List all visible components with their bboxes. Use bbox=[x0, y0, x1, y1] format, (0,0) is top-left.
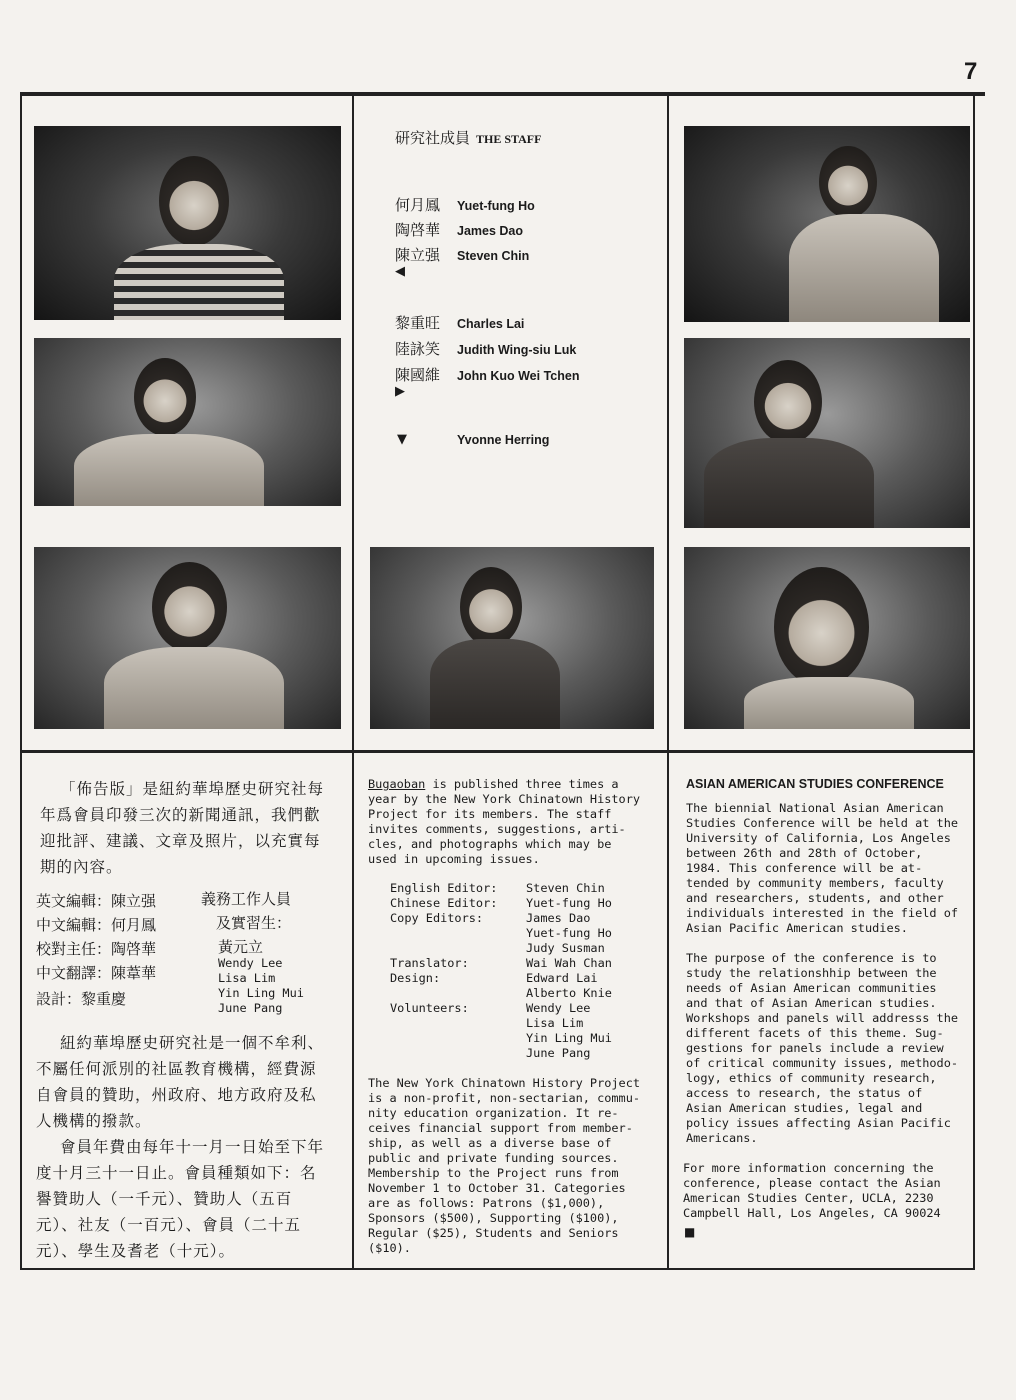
membership-paragraph-zh: 會員年費由每年十一月一日始至下年度十月三十一日止。會員種類如下：名譽贊助人（一千元）、贊助人（五百元）、社友（一百元）、會員（二十五元）、學生及耆老（十元）。 bbox=[36, 1138, 325, 1260]
text-line: is a non-profit, non-sectarian, commu- bbox=[368, 1091, 641, 1105]
text-line: tended by community members, faculty bbox=[686, 876, 944, 890]
intro-paragraph-zh: 「佈告版」是紐約華埠歷史研究社每年爲會員印發三次的新聞通訊，我們歡迎批評、建議、文章及照片，以充實每期的內容。 bbox=[40, 780, 325, 876]
credit-line: 英文編輯：陳立强 bbox=[36, 892, 157, 910]
staff-name-en: Yvonne Herring bbox=[457, 433, 550, 447]
text-line: conference, please contact the Asian bbox=[683, 1176, 941, 1190]
right-border bbox=[973, 94, 975, 1269]
text-line: Membership to the Project runs from bbox=[368, 1166, 619, 1180]
credit-line: 設計：黎重慶 bbox=[36, 990, 127, 1008]
text-line: year by the New York Chinatown History bbox=[368, 792, 641, 806]
volunteer-name-zh: 黃元立 bbox=[218, 938, 264, 956]
column-divider-1 bbox=[352, 94, 354, 1269]
text-line: Americans. bbox=[686, 1131, 758, 1145]
staff-photo-1 bbox=[34, 126, 341, 320]
text-line: gestions for panels include a review bbox=[686, 1041, 944, 1055]
text-line: Sponsors ($500), Supporting ($100), bbox=[368, 1211, 619, 1225]
staff-photo-4 bbox=[370, 547, 654, 729]
staff-name-zh: 陳立强 bbox=[395, 246, 441, 264]
text-line: Project for its members. The staff bbox=[368, 807, 612, 821]
text-line: used in upcoming issues. bbox=[368, 852, 540, 866]
role-name: Lisa Lim bbox=[526, 1016, 584, 1030]
role-name: Wendy Lee bbox=[526, 1001, 591, 1015]
staff-row bbox=[457, 430, 549, 448]
staff-name-en: Charles Lai bbox=[457, 317, 525, 331]
role-label: Translator: bbox=[390, 956, 469, 970]
left-border bbox=[20, 94, 22, 1269]
top-rule bbox=[20, 92, 985, 96]
text-line: different facets of this theme. Sug- bbox=[686, 1026, 944, 1040]
text-line: Asian American studies, legal and bbox=[686, 1101, 923, 1115]
role-label: Design: bbox=[390, 971, 441, 985]
staff-name-en: Steven Chin bbox=[457, 249, 530, 263]
middle-rule bbox=[20, 750, 975, 753]
role-label: Copy Editors: bbox=[390, 911, 484, 925]
credit-line: 中文編輯：何月鳳 bbox=[36, 916, 157, 934]
staff-photo-6 bbox=[684, 338, 970, 528]
text-line: Regular ($25), Students and Seniors bbox=[368, 1226, 619, 1240]
volunteer-name: Lisa Lim bbox=[218, 971, 276, 985]
role-label: Chinese Editor: bbox=[390, 896, 498, 910]
text-line: study the relationshhip between the bbox=[686, 966, 937, 980]
text-line: Workshops and panels will addresss the bbox=[686, 1011, 959, 1025]
text-line: and researchers, students, and other bbox=[686, 891, 944, 905]
staff-name-en: Yuet-fung Ho bbox=[457, 199, 535, 213]
bottom-rule bbox=[20, 1268, 975, 1270]
staff-row bbox=[395, 244, 529, 265]
staff-row bbox=[395, 364, 579, 385]
volunteer-name: Yin Ling Mui bbox=[218, 986, 304, 1000]
credit-line: 中文翻譯：陳葦華 bbox=[36, 964, 157, 982]
text-line: For more information concerning the bbox=[683, 1161, 934, 1175]
arrow-down-icon: ▼ bbox=[397, 432, 407, 447]
text-line: access to research, the status of bbox=[686, 1086, 923, 1100]
credit-line: 校對主任：陶啓華 bbox=[36, 940, 157, 958]
role-label: English Editor: bbox=[390, 881, 498, 895]
arrow-right-icon: ▶ bbox=[395, 384, 405, 399]
role-name: James Dao bbox=[526, 911, 591, 925]
volunteer-name: June Pang bbox=[218, 1001, 283, 1015]
text-line: public and private funding sources. bbox=[368, 1151, 619, 1165]
staff-name-en: John Kuo Wei Tchen bbox=[457, 369, 580, 383]
role-name: Yuet-fung Ho bbox=[526, 896, 612, 910]
text-line: The biennial National Asian American bbox=[686, 801, 944, 815]
conference-paragraph-2 bbox=[686, 951, 972, 1146]
text-line: needs of Asian American communities bbox=[686, 981, 937, 995]
text-line: cles, and photographs which may be bbox=[368, 837, 612, 851]
staff-photo-2 bbox=[34, 338, 341, 506]
text-line: November 1 to October 31. Categories bbox=[368, 1181, 626, 1195]
staff-heading-en: THE STAFF bbox=[476, 132, 542, 146]
arrow-left-icon: ◀ bbox=[395, 264, 405, 279]
conference-paragraph-1 bbox=[686, 801, 972, 936]
staff-photo-5 bbox=[684, 126, 970, 322]
role-name: Alberto Knie bbox=[526, 986, 612, 1000]
column-divider-2 bbox=[667, 94, 669, 1269]
staff-name-en: James Dao bbox=[457, 224, 524, 238]
text-line: Campbell Hall, Los Angeles, CA 90024 bbox=[683, 1206, 941, 1220]
staff-row bbox=[395, 338, 576, 359]
text-line: ($10). bbox=[368, 1241, 411, 1255]
role-name: Yin Ling Mui bbox=[526, 1031, 612, 1045]
staff-row bbox=[395, 194, 535, 215]
role-label: Volunteers: bbox=[390, 1001, 469, 1015]
staff-name-zh: 陶啓華 bbox=[395, 221, 441, 239]
staff-row bbox=[395, 312, 524, 333]
role-name: Yuet-fung Ho bbox=[526, 926, 612, 940]
conference-contact bbox=[683, 1161, 973, 1221]
text-line: nity education organization. It re- bbox=[368, 1106, 619, 1120]
end-mark-icon: ■ bbox=[684, 1225, 696, 1239]
text-line: ceives financial support from member- bbox=[368, 1121, 633, 1135]
staff-name-zh: 陳國維 bbox=[395, 366, 441, 384]
text-line: and that of Asian American studies. bbox=[686, 996, 937, 1010]
role-name: June Pang bbox=[526, 1046, 591, 1060]
page-number: 7 bbox=[964, 58, 978, 85]
text-line: of critical community issues, methodo- bbox=[686, 1056, 959, 1070]
text-line: is published three times a bbox=[425, 777, 619, 791]
text-line: Studies Conference will be held at the bbox=[686, 816, 959, 830]
staff-heading bbox=[395, 127, 541, 148]
text-line: The purpose of the conference is to bbox=[686, 951, 937, 965]
staff-name-en: Judith Wing-siu Luk bbox=[457, 343, 577, 357]
conference-title: ASIAN AMERICAN STUDIES CONFERENCE bbox=[686, 777, 944, 791]
staff-photo-3 bbox=[34, 547, 341, 729]
publication-name: Bugaoban bbox=[368, 777, 426, 791]
staff-name-zh: 黎重旺 bbox=[395, 314, 441, 332]
text-line: The New York Chinatown History Project bbox=[368, 1076, 641, 1090]
project-about bbox=[368, 1076, 664, 1256]
volunteers-heading: 義務工作人員 bbox=[201, 890, 292, 908]
text-line: American Studies Center, UCLA, 2230 bbox=[683, 1191, 934, 1205]
staff-photo-7 bbox=[684, 547, 970, 729]
text-line: are as follows: Patrons ($1,000), bbox=[368, 1196, 605, 1210]
text-line: individuals interested in the field of bbox=[686, 906, 959, 920]
staff-name-zh: 何月鳳 bbox=[395, 196, 441, 214]
volunteer-name: Wendy Lee bbox=[218, 956, 283, 970]
staff-heading-zh: 研究社成員 bbox=[395, 129, 471, 147]
staff-row bbox=[395, 219, 523, 240]
text-line: 1984. This conference will be at- bbox=[686, 861, 923, 875]
text-line: between 26th and 28th of October, bbox=[686, 846, 923, 860]
text-line: ship, as well as a diverse base of bbox=[368, 1136, 612, 1150]
role-name: Judy Susman bbox=[526, 941, 605, 955]
bugaoban-intro bbox=[368, 777, 660, 867]
text-line: Asian Pacific American studies. bbox=[686, 921, 908, 935]
volunteers-heading-2: 及實習生： bbox=[216, 914, 292, 932]
role-name: Steven Chin bbox=[526, 881, 605, 895]
text-line: policy issues affecting Asian Pacific bbox=[686, 1116, 951, 1130]
staff-name-zh: 陸詠笑 bbox=[395, 340, 441, 358]
role-name: Edward Lai bbox=[526, 971, 598, 985]
text-line: logy, ethics of community research, bbox=[686, 1071, 937, 1085]
text-line: University of California, Los Angeles bbox=[686, 831, 951, 845]
role-name: Wai Wah Chan bbox=[526, 956, 612, 970]
about-paragraph-zh: 紐約華埠歷史研究社是一個不牟利、不屬任何派別的社區教育機構，經費源自會員的贊助，州政府、地方政府及私人機構的撥款。 bbox=[36, 1034, 325, 1130]
text-line: invites comments, suggestions, arti- bbox=[368, 822, 626, 836]
